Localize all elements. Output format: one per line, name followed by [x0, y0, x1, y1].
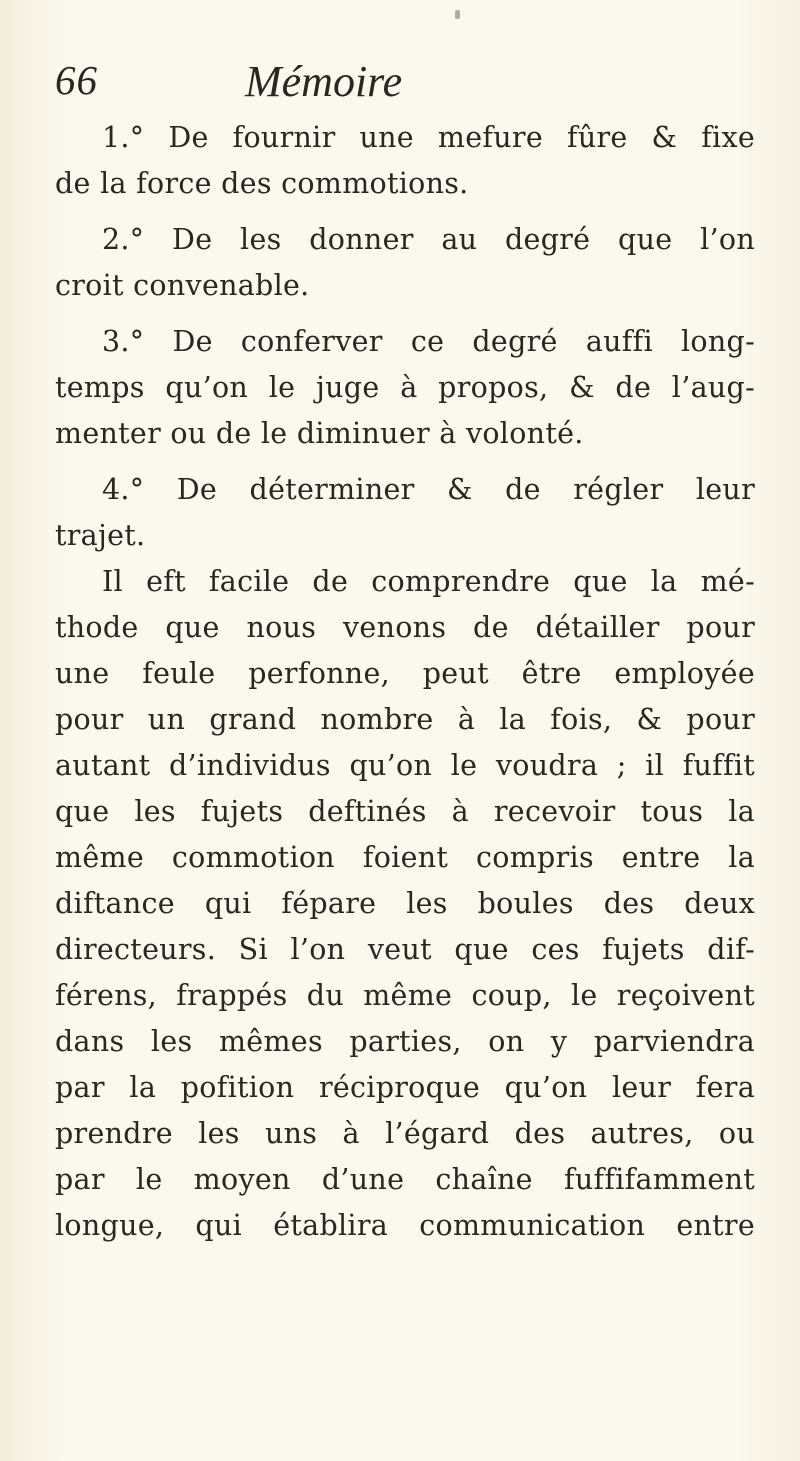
text-line: diftance qui fépare les boules des deux	[55, 887, 755, 920]
text-line: 2.° De les donner au degré que l’on	[102, 223, 755, 256]
text-line: menter ou de le diminuer à volonté.	[55, 417, 584, 450]
paragraph-body	[55, 559, 755, 1249]
text-line: férens, frappés du même coup, le reçoivent	[55, 979, 755, 1012]
text-line: pour un grand nombre à la fois, & pour	[55, 703, 755, 736]
paragraph-item-2	[55, 217, 755, 309]
text-line: dans les mêmes parties, on y parviendra	[55, 1025, 755, 1058]
body-text	[55, 115, 755, 1249]
text-line: de la force des commotions.	[55, 167, 469, 200]
text-line: autant d’individus qu’on le voudra ; il fuffit	[55, 749, 755, 782]
ink-speck	[455, 10, 460, 19]
text-line: 4.° De déterminer & de régler leur	[102, 473, 755, 506]
text-line: croit convenable.	[55, 269, 310, 302]
paragraph-item-3	[55, 319, 755, 457]
text-line: thode que nous venons de détailler pour	[55, 611, 755, 644]
text-line: Il eft facile de comprendre que la mé-	[102, 565, 755, 598]
running-title: Mémoire	[245, 57, 403, 106]
text-line: que les fujets deftinés à recevoir tous la	[55, 795, 755, 828]
text-line: directeurs. Si l’on veut que ces fujets dif-	[55, 933, 755, 966]
paragraph-item-4	[55, 467, 755, 559]
page-header	[55, 56, 755, 116]
page-number: 66	[55, 57, 98, 103]
text-line: par le moyen d’une chaîne fuffifamment	[55, 1163, 755, 1196]
paragraph-item-1	[55, 115, 755, 207]
text-line: prendre les uns à l’égard des autres, ou	[55, 1117, 755, 1150]
text-line: 1.° De fournir une mefure fûre & fixe	[102, 121, 755, 154]
text-line: par la pofition réciproque qu’on leur fera	[55, 1071, 755, 1104]
text-line: 3.° De conferver ce degré auffi long-	[102, 325, 755, 358]
text-line: longue, qui établira communication entre	[55, 1209, 755, 1242]
text-line: une feule perfonne, peut être employée	[55, 657, 755, 690]
text-line: trajet.	[55, 519, 146, 552]
text-line: temps qu’on le juge à propos, & de l’aug-	[55, 371, 755, 404]
text-line: même commotion foient compris entre la	[55, 841, 755, 874]
